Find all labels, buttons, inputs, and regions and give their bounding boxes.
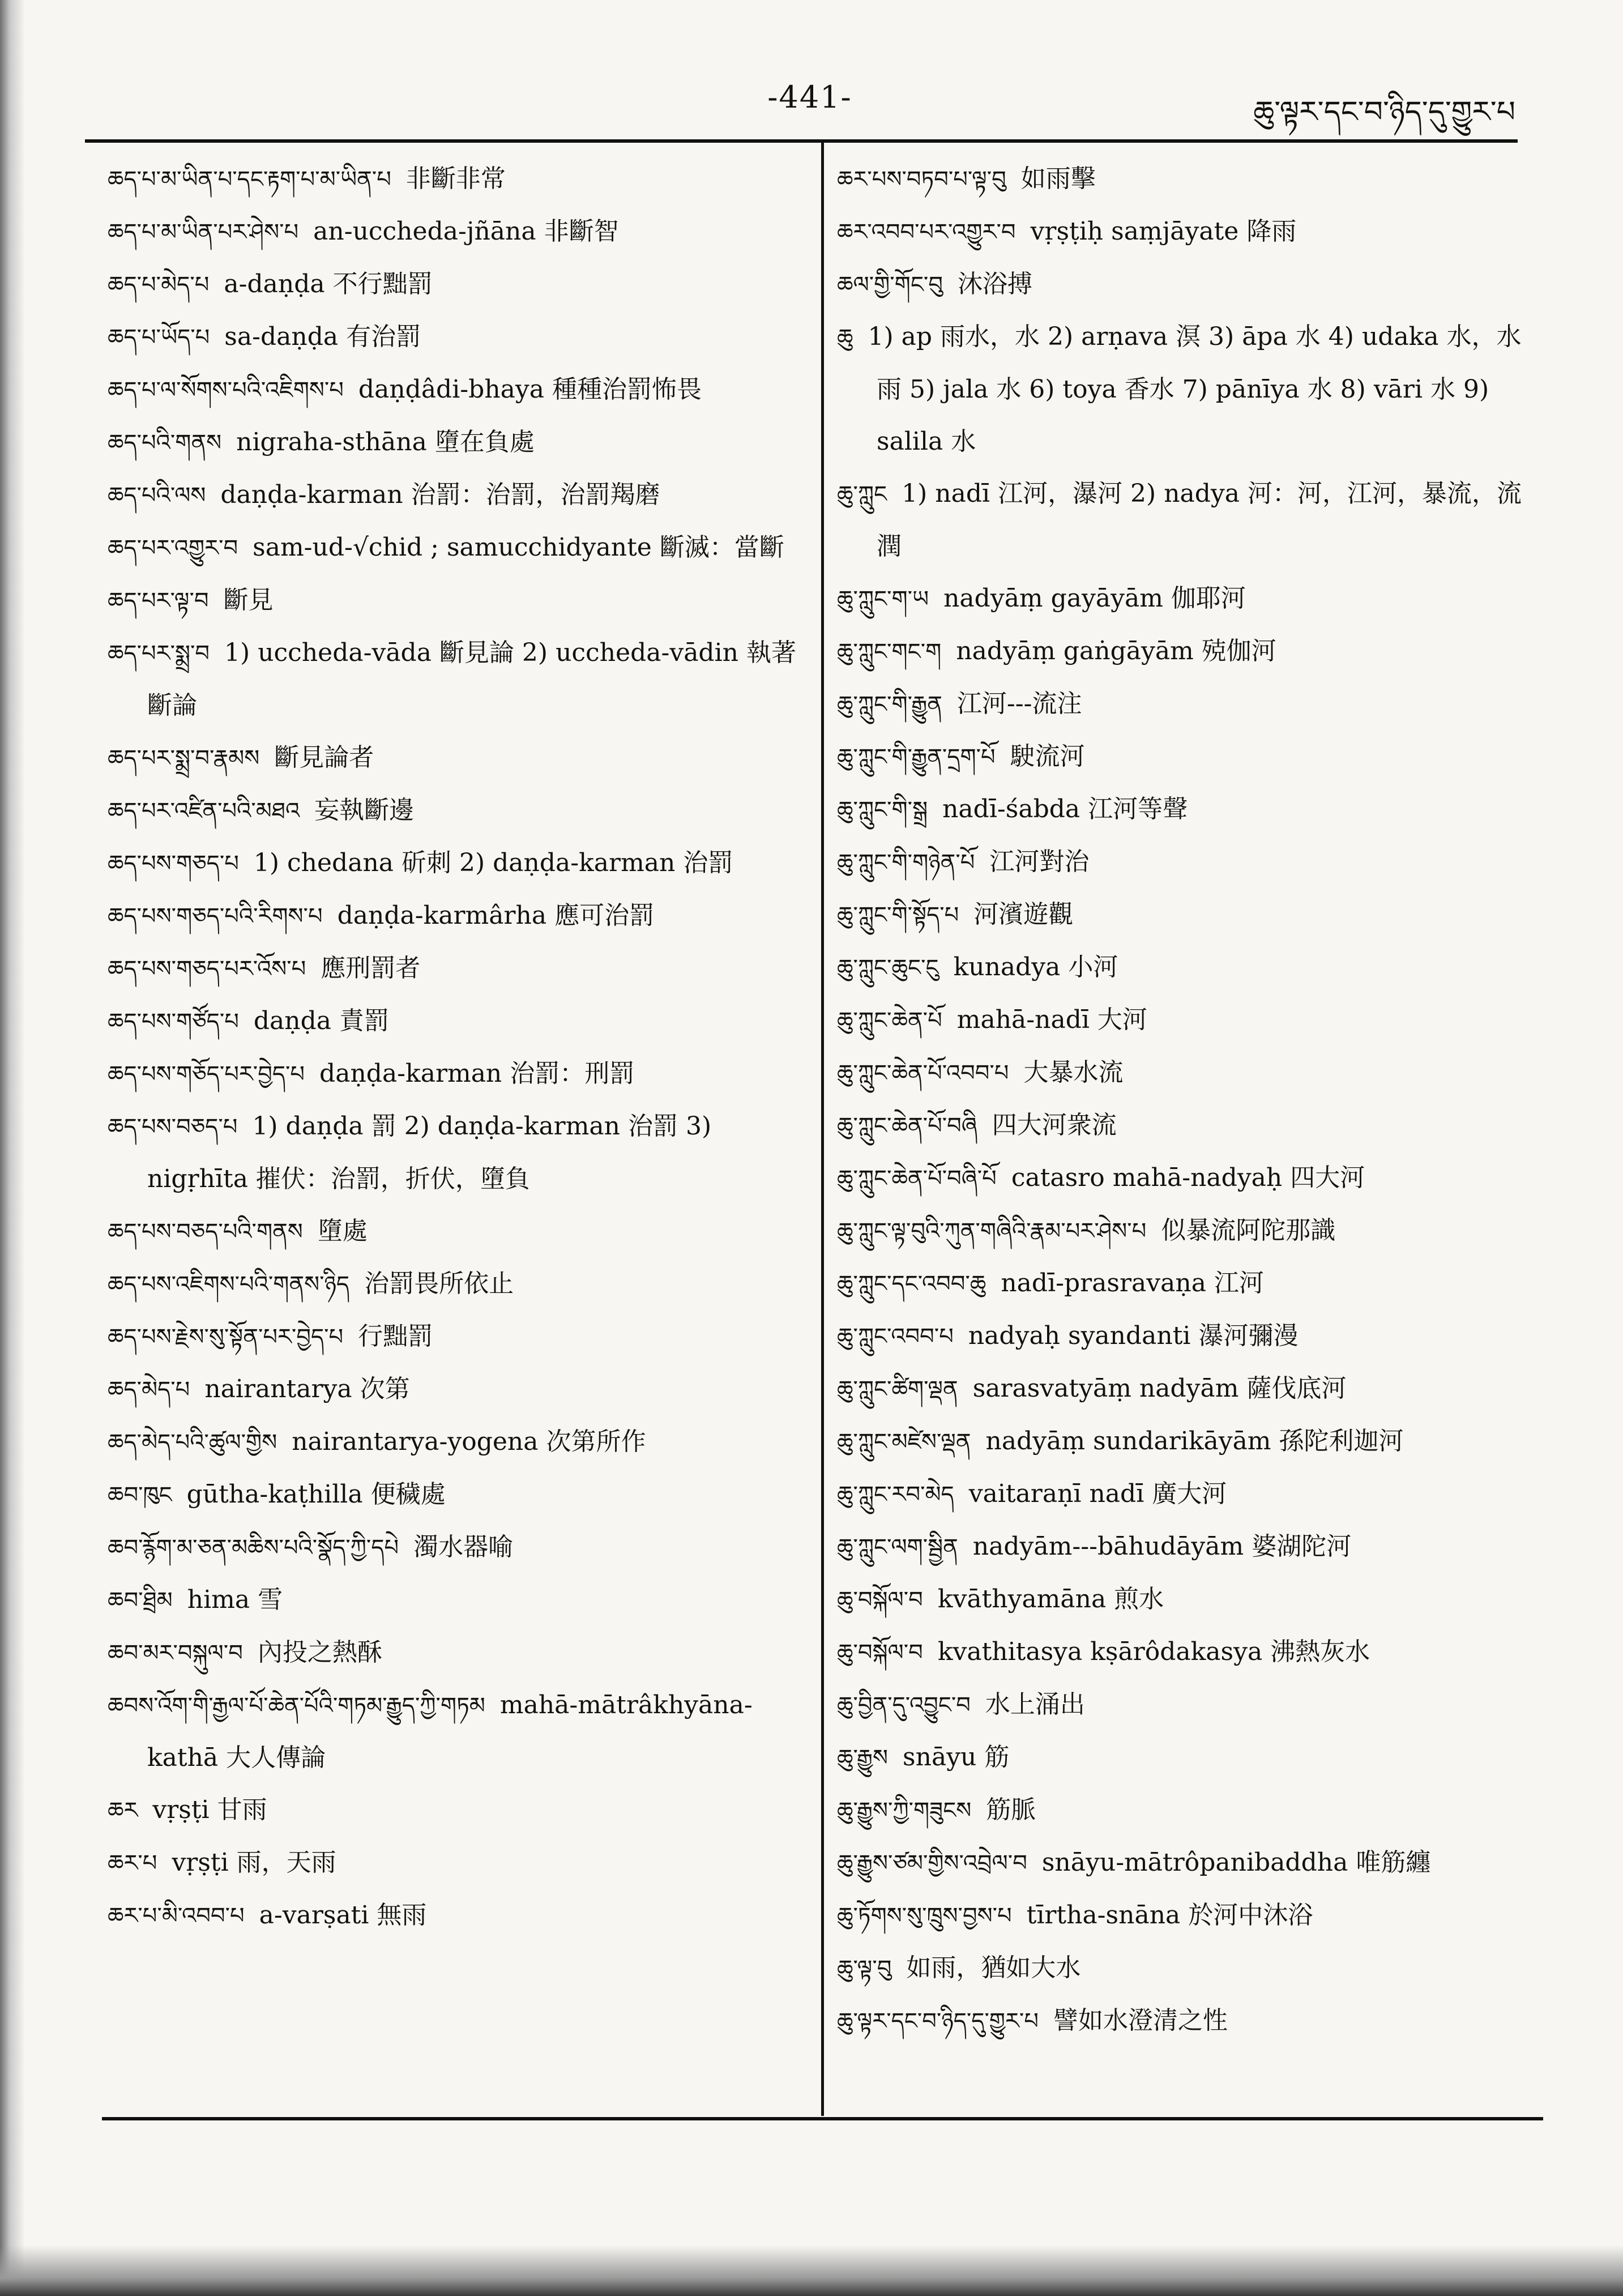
tibetan-headword: ཆབས་འོག་གི་རྒྱལ་པོ་ཆེན་པོའི་གཏམ་རྒྱུད་ཀྱི་གཏམ	[108, 1693, 485, 1719]
dictionary-entry	[108, 1574, 804, 1627]
entry-gloss: nadyaḥ syandanti 瀑河彌漫	[968, 1321, 1299, 1350]
tibetan-headword: ཆུ་ཀླུང་དང་འབབ་ཆུ	[837, 1271, 986, 1297]
entry-gloss: 駛流河	[1010, 742, 1085, 771]
dictionary-entry	[108, 1258, 804, 1311]
tibetan-headword: ཆུ་བསྐོལ་བ	[837, 1587, 923, 1613]
tibetan-headword: ཆད་པར་ལྟ་བ	[108, 588, 209, 614]
tibetan-headword: ཆད་པ་ལ་སོགས་པའི་འཇིགས་པ	[108, 377, 344, 403]
entry-gloss: nairantarya 次第	[204, 1375, 410, 1403]
tibetan-headword: ཆུ་ཀླུང་ཆེན་པོ་འབབ་པ	[837, 1060, 1009, 1086]
tibetan-headword: ཆད་པས་གཅད་པ	[108, 851, 239, 877]
tibetan-headword: ཆུ་ལྟར་དང་བ་ཉིད་དུ་གྱུར་པ	[837, 2008, 1039, 2034]
entry-gloss: daṇḍa-karmârha 應可治罰	[337, 901, 655, 930]
entry-gloss: 如雨，猶如大水	[906, 1953, 1081, 1982]
tibetan-headword: ཆུ་ཀླུང་གི་གཉེན་པོ	[837, 850, 975, 876]
entry-gloss: nadī-prasravaṇa 江河	[1001, 1269, 1264, 1298]
dictionary-entry	[108, 1521, 804, 1574]
dictionary-entry	[837, 1784, 1539, 1837]
scan-shadow-bottom	[0, 2245, 1623, 2296]
tibetan-headword: ཆར	[108, 1798, 138, 1824]
tibetan-headword: ཆད་པ་ཡོད་པ	[108, 325, 210, 351]
entry-gloss: 妄執斷邊	[314, 796, 415, 825]
entry-gloss: 內投之熱酥	[257, 1638, 382, 1667]
dictionary-entry	[108, 1363, 804, 1416]
dictionary-entry	[108, 1416, 804, 1469]
entry-gloss: gūtha-kaṭhilla 便穢處	[186, 1480, 446, 1509]
entry-gloss: 非斷非常	[405, 164, 506, 193]
dictionary-entry	[837, 889, 1539, 941]
dictionary-entry	[837, 1995, 1539, 2047]
dictionary-entry	[108, 206, 804, 258]
tibetan-headword: ཆད་མེད་པ	[108, 1377, 190, 1403]
dictionary-entry	[108, 627, 804, 732]
entry-gloss: nadyām---bāhudāyām 婆湖陀河	[972, 1532, 1352, 1561]
tibetan-headword: ཆད་པས་གཅོད་པར་བྱེད་པ	[108, 1061, 305, 1087]
dictionary-entry	[108, 1837, 804, 1889]
entry-gloss: daṇḍa-karman 治罰：治罰，治罰羯磨	[220, 480, 660, 509]
tibetan-headword: ཆབ་རྙོག་མ་ཅན་མཆིས་པའི་སྣོད་ཀྱི་དཔེ	[108, 1535, 399, 1561]
tibetan-headword: ཆུ་ཀླུང་ཆེན་པོ	[837, 1008, 942, 1034]
page-number: -441-	[767, 79, 852, 115]
dictionary-entry	[108, 522, 804, 574]
dictionary-entry	[108, 942, 804, 995]
tibetan-headword: ཆད་པ་མེད་པ	[108, 272, 210, 298]
dictionary-entry	[108, 784, 804, 837]
dictionary-entry	[837, 783, 1539, 836]
bottom-rule	[102, 2117, 1543, 2120]
entry-gloss: sarasvatyāṃ nadyām 薩伐底河	[972, 1374, 1347, 1403]
entry-gloss: 行黜罰	[358, 1322, 433, 1351]
entry-gloss: nadyāṃ gayāyām 伽耶河	[943, 584, 1246, 613]
entry-gloss: 1) uccheda-vāda 斷見論 2) uccheda-vādin 執著斷論	[147, 638, 796, 720]
tibetan-headword: ཆུ་ཀླུང་ག་ཡ	[837, 586, 929, 612]
tibetan-headword: ཆུ་ཀླུང་གང་ག	[837, 639, 942, 665]
tibetan-headword: ཆུ་ཀླུང་ལག་སྦྱིན	[837, 1534, 958, 1560]
dictionary-entry	[108, 153, 804, 206]
entry-gloss: nadī-śabda 江河等聲	[942, 795, 1188, 823]
tibetan-headword: ཆུ་ཀླུང་ལྟ་བུའི་ཀུན་གཞིའི་རྣམ་པར་ཤེས་པ	[837, 1218, 1147, 1244]
entry-gloss: 沐浴搏	[957, 270, 1032, 298]
tibetan-headword: ཆུ་བསྐོལ་བ	[837, 1640, 923, 1666]
entry-gloss: daṇḍâdi-bhaya 種種治罰怖畏	[358, 375, 702, 404]
dictionary-entry	[837, 1679, 1539, 1731]
entry-gloss: 1) daṇḍa 罰 2) daṇḍa-karman 治罰 3) nigṛhīta 摧伏：治罰，折伏，墮負	[147, 1112, 712, 1193]
tibetan-headword: ཆུ་ལྟ་བུ	[837, 1956, 892, 1982]
dictionary-entry	[108, 1311, 804, 1363]
tibetan-headword: ཆར་པ་མི་འབབ་པ	[108, 1903, 245, 1929]
dictionary-entry	[108, 890, 804, 942]
tibetan-headword: ཆད་པར་འགྱུར་བ	[108, 535, 238, 561]
tibetan-headword: ཆད་པས་འཇིགས་པའི་གནས་ཉིད	[108, 1271, 350, 1298]
dictionary-entry	[108, 469, 804, 522]
tibetan-headword: ཆབ་ཐྲིམ	[108, 1587, 173, 1614]
tibetan-headword: ཆུ་ཀླུང་མཛེས་ལྡན	[837, 1429, 971, 1455]
tibetan-headword: ཆབ་ཁུང	[108, 1482, 172, 1508]
dictionary-entry	[837, 573, 1539, 625]
tibetan-headword: ཆད་པས་རྗེས་སུ་སྟོན་པར་བྱེད་པ	[108, 1324, 344, 1350]
entry-gloss: daṇḍa-karman 治罰：刑罰	[319, 1059, 635, 1088]
scan-shadow-left	[0, 0, 25, 2296]
tibetan-headword: ཆུ་བྱིན་དུ་འབྱུང་བ	[837, 1692, 971, 1718]
entry-gloss: vaitaraṇī nadī 廣大河	[968, 1479, 1227, 1508]
entry-gloss: a-varṣati 無雨	[259, 1901, 427, 1930]
dictionary-entry	[837, 1889, 1539, 1942]
tibetan-headword: ཆད་པས་གཅད་པར་འོས་པ	[108, 956, 306, 982]
tibetan-headword: ཆད་པར་སྨྲ་བ	[108, 641, 210, 667]
dictionary-entry	[837, 1099, 1539, 1152]
entry-gloss: kvathitasya kṣārôdakasya 沸熱灰水	[937, 1637, 1370, 1666]
entry-gloss: mahā-nadī 大河	[956, 1005, 1147, 1034]
dictionary-entry	[837, 941, 1539, 994]
dictionary-entry	[108, 416, 804, 469]
tibetan-headword: ཆད་པས་གཙོད་པ	[108, 1009, 239, 1035]
tibetan-headword: ཆུ་ཀླུང་ཆེན་པོ་བཞི	[837, 1113, 977, 1139]
entry-gloss: nadyāṃ gaṅgāyām 殑伽河	[956, 637, 1276, 665]
entry-gloss: vṛṣṭi 甘雨	[152, 1795, 267, 1824]
dictionary-entry	[837, 258, 1539, 311]
dictionary-entry	[108, 837, 804, 890]
entry-gloss: 河濱遊觀	[973, 900, 1074, 929]
entry-gloss: vṛṣṭiḥ saṃjāyate 降雨	[1030, 217, 1297, 246]
entry-gloss: nigraha-sthāna 墮在負處	[236, 428, 535, 456]
entry-gloss: snāyu 筋	[903, 1743, 1010, 1772]
tibetan-headword: ཆུ་རྒྱུས་ཙམ་གྱིས་འབྲེལ་བ	[837, 1850, 1027, 1876]
dictionary-entry	[108, 364, 804, 416]
entry-gloss: hima 雪	[187, 1585, 283, 1614]
dictionary-entry	[108, 1205, 804, 1258]
dictionary-entry	[108, 1784, 804, 1837]
tibetan-headword: ཆུ་ཀླུང་འབབ་པ	[837, 1324, 954, 1350]
dictionary-entry	[837, 1626, 1539, 1679]
tibetan-headword: ཆད་པར་སྨྲ་བ་རྣམས	[108, 745, 260, 771]
dictionary-entry	[108, 1048, 804, 1100]
dictionary-entry	[108, 1679, 804, 1784]
dictionary-entry	[108, 311, 804, 364]
dictionary-entry	[108, 1100, 804, 1205]
dictionary-entry	[837, 836, 1539, 889]
dictionary-entry	[837, 468, 1539, 573]
tibetan-headword: ཆབ་མར་བསྐུལ་བ	[108, 1640, 243, 1666]
entry-gloss: nadyāṃ sundarikāyām 孫陀利迦河	[985, 1427, 1404, 1456]
entry-gloss: kvāthyamāna 煎水	[937, 1585, 1164, 1614]
entry-gloss: sa-daṇḍa 有治罰	[224, 322, 421, 351]
entry-gloss: 如雨擊	[1020, 164, 1096, 193]
tibetan-headword: ཆུ་ཀླུང་ཆེན་པོ་བཞི་པོ	[837, 1166, 997, 1192]
dictionary-entry	[837, 1837, 1539, 1889]
entry-gloss: kunadya 小河	[953, 953, 1118, 981]
top-rule	[85, 139, 1518, 143]
dictionary-entry	[837, 994, 1539, 1047]
dictionary-entry	[837, 731, 1539, 783]
dictionary-entry	[837, 1047, 1539, 1099]
tibetan-headword: ཆུ་ཀླུང་གི་སྟོད་པ	[837, 902, 959, 928]
entry-gloss: 似暴流阿陀那識	[1161, 1216, 1336, 1245]
tibetan-headword: ཆད་མེད་པའི་ཚུལ་གྱིས	[108, 1429, 277, 1456]
dictionary-entry	[837, 625, 1539, 678]
tibetan-headword: ཆད་པས་གཅད་པའི་རིགས་པ	[108, 903, 323, 929]
tibetan-headword: ཆུ་ཀླུང་ཆུང་ངུ	[837, 955, 939, 981]
column-divider	[821, 139, 824, 2116]
dictionary-entry	[837, 311, 1539, 468]
dictionary-entry	[837, 1468, 1539, 1521]
entry-gloss: catasro mahā-nadyaḥ 四大河	[1011, 1163, 1365, 1192]
running-head: ཆུ་ལྟར་དང་བ་ཉིད་དུ་གྱུར་པ	[1253, 95, 1515, 129]
entry-gloss: 筋脈	[986, 1795, 1036, 1824]
dictionary-entry	[837, 1310, 1539, 1363]
dictionary-entry	[837, 1363, 1539, 1415]
entry-gloss: 譬如水澄清之性	[1053, 2006, 1228, 2035]
entry-gloss: an-uccheda-jñāna 非斷智	[313, 217, 619, 246]
dictionary-entry	[837, 1205, 1539, 1257]
entry-gloss: sam-ud-√chid ; samucchidyante 斷滅：當斷	[253, 533, 784, 562]
entry-gloss: snāyu-mātrôpanibaddha 唯筋纏	[1041, 1848, 1431, 1877]
entry-gloss: mahā-mātrâkhyāna-kathā 大人傳論	[147, 1691, 753, 1772]
tibetan-headword: ཆད་པས་བཅད་པའི་གནས	[108, 1219, 303, 1245]
entry-gloss: vṛṣṭi 雨，天雨	[172, 1848, 336, 1877]
dictionary-entry	[837, 1521, 1539, 1573]
tibetan-headword: ཆལ་གྱི་གོང་བུ	[837, 272, 943, 298]
entry-gloss: 墮處	[317, 1217, 368, 1245]
entry-gloss: 斷見論者	[274, 743, 374, 772]
dictionary-entry	[108, 732, 804, 784]
tibetan-headword: ཆུ་ཀླུང་རབ་མེད	[837, 1482, 954, 1508]
tibetan-headword: ཆད་པའི་ལས	[108, 483, 206, 509]
entry-gloss: tīrtha-snāna 於河中沐浴	[1026, 1901, 1313, 1930]
entry-gloss: 江河對治	[989, 847, 1090, 876]
entry-gloss: nairantarya-yogena 次第所作	[292, 1427, 646, 1456]
dictionary-entry	[108, 258, 804, 311]
entry-gloss: 1) chedana 斫刺 2) daṇḍa-karman 治罰	[253, 848, 733, 877]
tibetan-headword: ཆད་པར་འཛིན་པའི་མཐའ	[108, 798, 300, 824]
dictionary-entry	[837, 206, 1539, 258]
entry-gloss: 1) ap 雨水，水 2) arṇava 溟 3) āpa 水 4) udaka 水，水雨 5) jala 水 6) toya 香水 7) pānīya 水 8) vāri 水 9) salila 水	[868, 322, 1522, 456]
tibetan-headword: ཆུ་རྒྱུས་ཀྱི་གཟུངས	[837, 1798, 972, 1824]
entry-gloss: 大暴水流	[1023, 1058, 1124, 1087]
dictionary-entry	[837, 1415, 1539, 1468]
dictionary-entry	[108, 1469, 804, 1521]
tibetan-headword: ཆུ་ཀླུང་གི་རྒྱུན་དྲག་པོ	[837, 744, 996, 770]
tibetan-headword: ཆུ	[837, 325, 853, 351]
entry-gloss: 水上涌出	[985, 1690, 1085, 1719]
tibetan-headword: ཆུ་ཏོགས་སུ་ཁྲུས་བྱས་པ	[837, 1903, 1012, 1929]
dictionary-entry	[837, 1942, 1539, 1995]
tibetan-headword: ཆད་པ་མ་ཡིན་པ་དང་རྟག་པ་མ་ཡིན་པ	[108, 167, 391, 193]
dictionary-entry	[108, 1889, 804, 1942]
dictionary-entry	[837, 1731, 1539, 1784]
dictionary-entry	[837, 678, 1539, 731]
tibetan-headword: ཆད་པའི་གནས	[108, 430, 222, 456]
entry-gloss: a-daṇḍa 不行黜罰	[224, 270, 433, 298]
tibetan-headword: ཆུ་ཀླུང་ཚིག་ལྡན	[837, 1376, 958, 1402]
entry-gloss: 應刑罰者	[321, 954, 421, 983]
dictionary-entry	[837, 1152, 1539, 1205]
tibetan-headword: ཆད་པ་མ་ཡིན་པར་ཤེས་པ	[108, 219, 299, 245]
dictionary-entry	[837, 153, 1539, 206]
dictionary-entry	[108, 1627, 804, 1679]
tibetan-headword: ཆུ་ཀླུང	[837, 481, 887, 507]
tibetan-headword: ཆར་པ	[108, 1850, 157, 1876]
entry-gloss: 斷見	[223, 586, 274, 614]
tibetan-headword: ཆར་འབབ་པར་འགྱུར་བ	[837, 219, 1016, 245]
right-column	[837, 153, 1539, 2101]
dictionary-entry	[108, 574, 804, 627]
entry-gloss: 濁水器喻	[413, 1533, 514, 1561]
left-column	[108, 153, 804, 2101]
dictionary-entry	[837, 1573, 1539, 1626]
tibetan-headword: ཆུ་རྒྱུས	[837, 1745, 889, 1771]
tibetan-headword: ཆད་པས་བཅད་པ	[108, 1114, 238, 1140]
entry-gloss: 四大河衆流	[992, 1111, 1117, 1140]
entry-gloss: 江河---流注	[956, 689, 1082, 718]
dictionary-entry	[108, 995, 804, 1048]
dictionary-entry	[837, 1257, 1539, 1310]
entry-gloss: 1) nadī 江河，瀑河 2) nadya 河：河，江河，暴流，流潤	[877, 479, 1522, 561]
entry-gloss: 治罰畏所依止	[364, 1269, 514, 1298]
tibetan-headword: ཆུ་ཀླུང་གི་སྒྲ	[837, 797, 928, 823]
entry-gloss: daṇḍa 責罰	[253, 1006, 390, 1035]
tibetan-headword: ཆར་པས་བཏབ་པ་ལྟ་བུ	[837, 167, 1006, 193]
tibetan-headword: ཆུ་ཀླུང་གི་རྒྱུན	[837, 692, 942, 718]
